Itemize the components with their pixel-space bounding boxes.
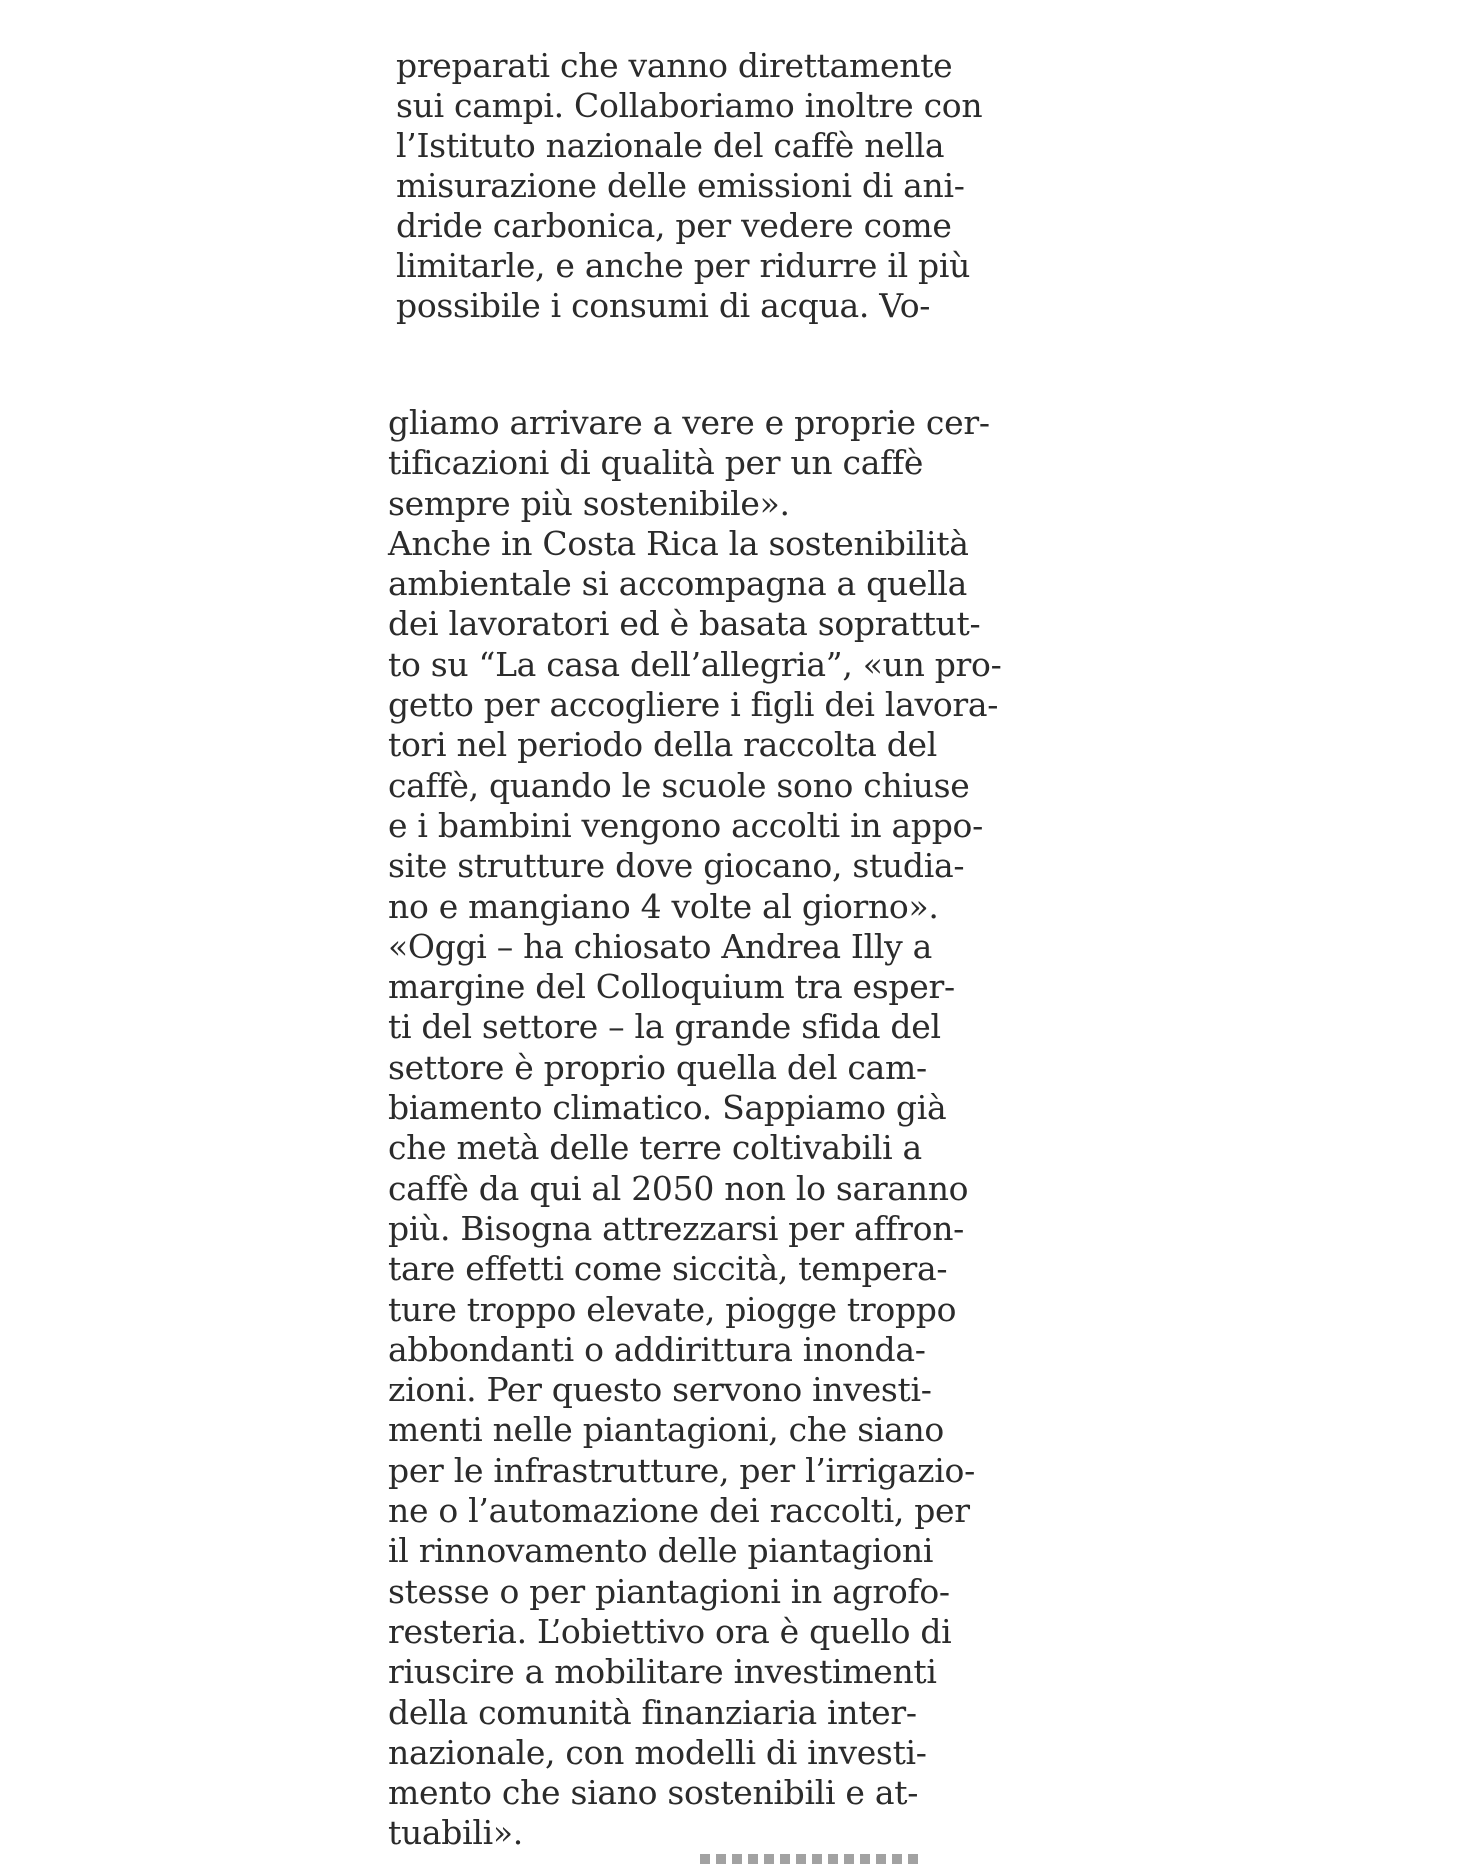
text-line: abbondanti o addirittura inonda- [388, 1329, 926, 1369]
text-line: caffè da qui al 2050 non lo saranno [388, 1168, 969, 1208]
text-line: margine del Colloquium tra esper- [388, 967, 955, 1007]
text-line: Anche in Costa Rica la sostenibilità [388, 523, 969, 563]
text-line: dride carbonica, per vedere come [396, 206, 952, 245]
text-line: più. Bisogna attrezzarsi per affron- [388, 1208, 965, 1248]
text-line: della comunità finanziaria inter- [388, 1692, 917, 1732]
text-line: misurazione delle emissioni di ani- [396, 166, 965, 205]
text-line: mento che siano sostenibili e at- [388, 1773, 919, 1813]
text-line: «Oggi – ha chiosato Andrea Illy a [388, 926, 933, 966]
text-line: possibile i consumi di acqua. Vo- [396, 286, 931, 325]
text-line: to su “La casa dell’allegria”, «un pro- [388, 644, 1002, 684]
text-line: ture troppo elevate, piogge troppo [388, 1289, 957, 1329]
cropped-text-fragment [700, 1850, 920, 1864]
text-line: menti nelle piantagioni, che siano [388, 1410, 945, 1450]
text-line: riuscire a mobilitare investimenti [388, 1652, 937, 1692]
text-line: dei lavoratori ed è basata soprattut- [388, 604, 981, 644]
text-line: che metà delle terre coltivabili a [388, 1128, 922, 1168]
text-line: il rinnovamento delle piantagioni [388, 1531, 934, 1571]
text-line: caffè, quando le scuole sono chiuse [388, 765, 970, 805]
text-line: tare effetti come siccità, tempera- [388, 1249, 948, 1289]
text-line: tificazioni di qualità per un caffè [388, 443, 924, 483]
text-line: resteria. L’obiettivo ora è quello di [388, 1611, 952, 1651]
text-line: biamento climatico. Sappiamo già [388, 1088, 947, 1128]
text-line: tori nel periodo della raccolta del [388, 725, 938, 765]
text-line: stesse o per piantagioni in agrofo- [388, 1571, 950, 1611]
text-line: ambientale si accompagna a quella [388, 564, 968, 604]
text-line: e i bambini vengono accolti in appo- [388, 805, 983, 845]
text-line: tuabili». [388, 1813, 523, 1853]
article-column-bottom [388, 403, 1001, 1854]
cropped-text-fragment-mark [700, 1854, 920, 1864]
text-line: per le infrastrutture, per l’irrigazio- [388, 1450, 975, 1490]
text-line: ti del settore – la grande sfida del [388, 1007, 941, 1047]
text-line: no e mangiano 4 volte al giorno». [388, 886, 939, 926]
text-line: getto per accogliere i figli dei lavora- [388, 685, 999, 725]
text-line: ne o l’automazione dei raccolti, per [388, 1491, 970, 1531]
text-line: sempre più sostenibile». [388, 483, 790, 523]
text-line: settore è proprio quella del cam- [388, 1047, 927, 1087]
text-line: zioni. Per questo servono investi- [388, 1370, 932, 1410]
text-line: nazionale, con modelli di investi- [388, 1732, 927, 1772]
text-line: l’Istituto nazionale del caffè nella [396, 126, 945, 165]
text-line: sui campi. Collaboriamo inoltre con [396, 86, 983, 125]
text-line: site strutture dove giocano, studia- [388, 846, 965, 886]
text-line: preparati che vanno direttamente [396, 46, 953, 85]
text-line: gliamo arrivare a vere e proprie cer- [388, 403, 990, 442]
text-line: limitarle, e anche per ridurre il più [396, 246, 971, 285]
article-column-top [396, 46, 982, 326]
